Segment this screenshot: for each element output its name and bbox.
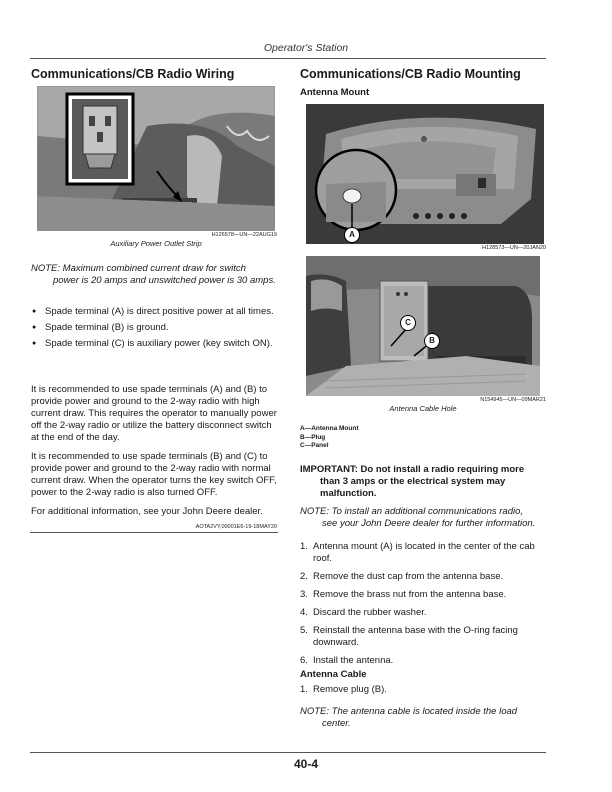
left-note — [31, 263, 277, 287]
antenna-cable-steps — [300, 684, 548, 702]
antenna-mount-photo — [306, 104, 544, 244]
left-note-rest: power is 20 amps and unswitched power is 30 amps. — [53, 275, 276, 286]
figure-legend — [300, 425, 359, 451]
callout-b: B — [424, 333, 440, 349]
antenna-cable-heading: Antenna Cable — [300, 669, 367, 680]
left-section-title: Communications/CB Radio Wiring — [31, 67, 235, 81]
paragraph-normal-current: It is recommended to use spade terminals (B) and (C) to provide power and ground to the 2-way radio with normal current draw. When the operator turns the key switch OFF, power to the 2-way radio is also turned OFF. — [31, 451, 277, 498]
left-doc-code: AOTA2VY,00001E6-19-18MAY20 — [195, 524, 277, 530]
list-item: 1. Antenna mount (A) is located in the center of the cab roof. — [300, 541, 535, 564]
antenna-mount-illustration — [306, 104, 544, 244]
antenna-install-steps — [300, 541, 548, 673]
legend-item: C—Panel — [300, 442, 329, 449]
antenna-cable-hole-illustration — [306, 256, 540, 396]
figure3-caption: Antenna Cable Hole — [389, 404, 457, 413]
paragraph-high-current: It is recommended to use spade terminals (A) and (B) to provide power and ground to the 2-way radio with high current draw. This requires the operator to manually power off the 2-way radio or utilize the battery disconnect switch at the end of the day. — [31, 384, 277, 443]
important-line1: IMPORTANT: Do not install a radio requiring more — [300, 464, 525, 475]
right-note-rest: see your John Deere dealer for further information. — [322, 518, 536, 529]
left-end-rule — [30, 532, 278, 533]
page-number: 40-4 — [293, 757, 319, 771]
auxiliary-power-outlet-illustration — [37, 86, 275, 231]
list-item: ● Spade terminal (B) is ground. — [31, 322, 277, 334]
spade-terminal-list — [31, 306, 277, 354]
footer-rule — [30, 752, 546, 753]
right-note — [300, 506, 548, 530]
figure2-code: H128573—UN—20JAN20 — [482, 245, 546, 251]
antenna-mount-heading: Antenna Mount — [300, 87, 370, 98]
legend-item: A—Antenna Mount — [300, 425, 359, 432]
list-item: ● Spade terminal (C) is auxiliary power (key switch ON). — [31, 338, 277, 350]
left-note-line1: Maximum combined current draw for switch — [62, 263, 246, 274]
cable-note-line1: NOTE: The antenna cable is located inside the load — [300, 706, 518, 717]
figure1-code: H126578—UN—22AUG19 — [211, 232, 277, 238]
cable-note-rest: center. — [322, 718, 351, 729]
list-item: 4. Discard the rubber washer. — [300, 607, 427, 618]
callout-a: A — [344, 227, 360, 243]
list-item: 5. Reinstall the antenna base with the O-ring facing downward. — [300, 625, 518, 648]
antenna-cable-hole-photo — [306, 256, 540, 396]
list-item: 3. Remove the brass nut from the antenna base. — [300, 589, 507, 600]
auxiliary-power-outlet-photo — [37, 86, 275, 231]
callout-c: C — [400, 315, 416, 331]
left-note-prefix: NOTE: — [31, 263, 61, 274]
paragraph-dealer-info: For additional information, see your John Deere dealer. — [31, 506, 263, 517]
right-note-line1: NOTE: To install an additional communications radio, — [300, 506, 524, 517]
cable-note — [300, 706, 548, 730]
figure1-caption: Auxiliary Power Outlet Strip — [110, 239, 202, 248]
list-item: 1. Remove plug (B). — [300, 684, 387, 695]
list-item: 2. Remove the dust cap from the antenna base. — [300, 571, 504, 582]
figure3-code: N154945—UN—09MAR21 — [480, 397, 546, 403]
list-item: ● Spade terminal (A) is direct positive power at all times. — [31, 306, 277, 318]
running-header: Operator's Station — [263, 42, 349, 54]
legend-item: B—Plug — [300, 433, 326, 441]
right-section-title: Communications/CB Radio Mounting — [300, 67, 521, 81]
important-rest: than 3 amps or the electrical system may malfunction. — [320, 476, 506, 499]
left-body — [31, 384, 279, 518]
list-item: 6. Install the antenna. — [300, 655, 394, 666]
important-warning — [300, 464, 548, 500]
header-rule — [30, 58, 546, 59]
